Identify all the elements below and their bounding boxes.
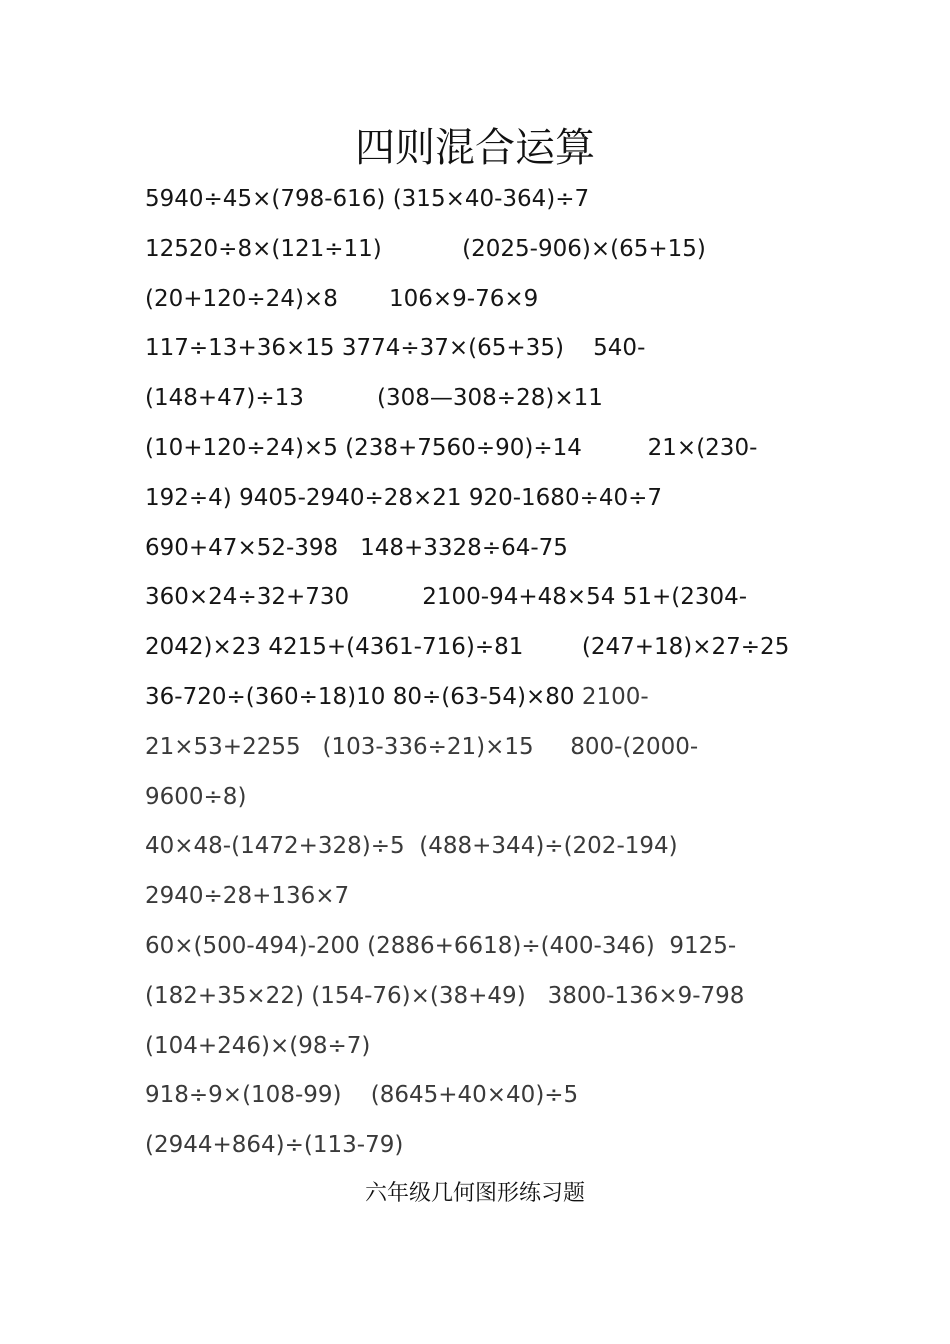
- exercise-line-10: 2042)×23 4215+(4361-716)÷81 (247+18)×27÷25: [145, 634, 790, 661]
- exercise-line-6: (10+120÷24)×5 (238+7560÷90)÷14 21×(230-: [145, 434, 758, 461]
- exercise-line-11-part-b: 2100-: [581, 683, 649, 710]
- exercise-line-9: 360×24÷32+730 2100-94+48×54 51+(2304-: [145, 584, 748, 611]
- exercise-line-8: 690+47×52-398 148+3328÷64-75: [145, 534, 568, 561]
- exercise-line-20: (2944+864)÷(113-79): [145, 1132, 404, 1159]
- exercise-line-1: 5940÷45×(798-616) (315×40-364)÷7: [145, 186, 590, 212]
- exercise-line-13: 9600÷8): [145, 783, 247, 810]
- exercise-line-2: 12520÷8×(121÷11) (2025-906)×(65+15): [145, 235, 706, 262]
- exercise-line-16: 60×(500-494)-200 (2886+6618)÷(400-346) 9125-: [145, 932, 737, 959]
- exercise-line-12: 21×53+2255 (103-336÷21)×15 800-(2000-: [145, 733, 699, 760]
- exercise-line-11: [145, 673, 865, 723]
- exercise-line-17: (182+35×22) (154-76)×(38+49) 3800-136×9-798: [145, 982, 745, 1009]
- section-subtitle: 六年级几何图形练习题: [364, 1181, 585, 1206]
- exercise-list: [145, 175, 865, 1171]
- exercise-line-5: (148+47)÷13 (308—308÷28)×11: [145, 385, 603, 412]
- exercise-line-11-part-a: 36-720÷(360÷18)10 80÷(63-54)×80: [145, 683, 582, 710]
- exercise-line-4: 117÷13+36×15 3774÷37×(65+35) 540-: [145, 335, 646, 362]
- exercise-line-19: 918÷9×(108-99) (8645+40×40)÷5: [145, 1082, 579, 1109]
- exercise-line-3: (20+120÷24)×8 106×9-76×9: [145, 285, 539, 312]
- exercise-line-7: 192÷4) 9405-2940÷28×21 920-1680÷40÷7: [145, 484, 663, 511]
- exercise-line-18: (104+246)×(98÷7): [145, 1032, 371, 1059]
- exercise-line-14: 40×48-(1472+328)÷5 (488+344)÷(202-194): [145, 833, 678, 860]
- exercise-line-15: 2940÷28+136×7: [145, 883, 350, 910]
- page-title: 四则混合运算: [355, 125, 595, 171]
